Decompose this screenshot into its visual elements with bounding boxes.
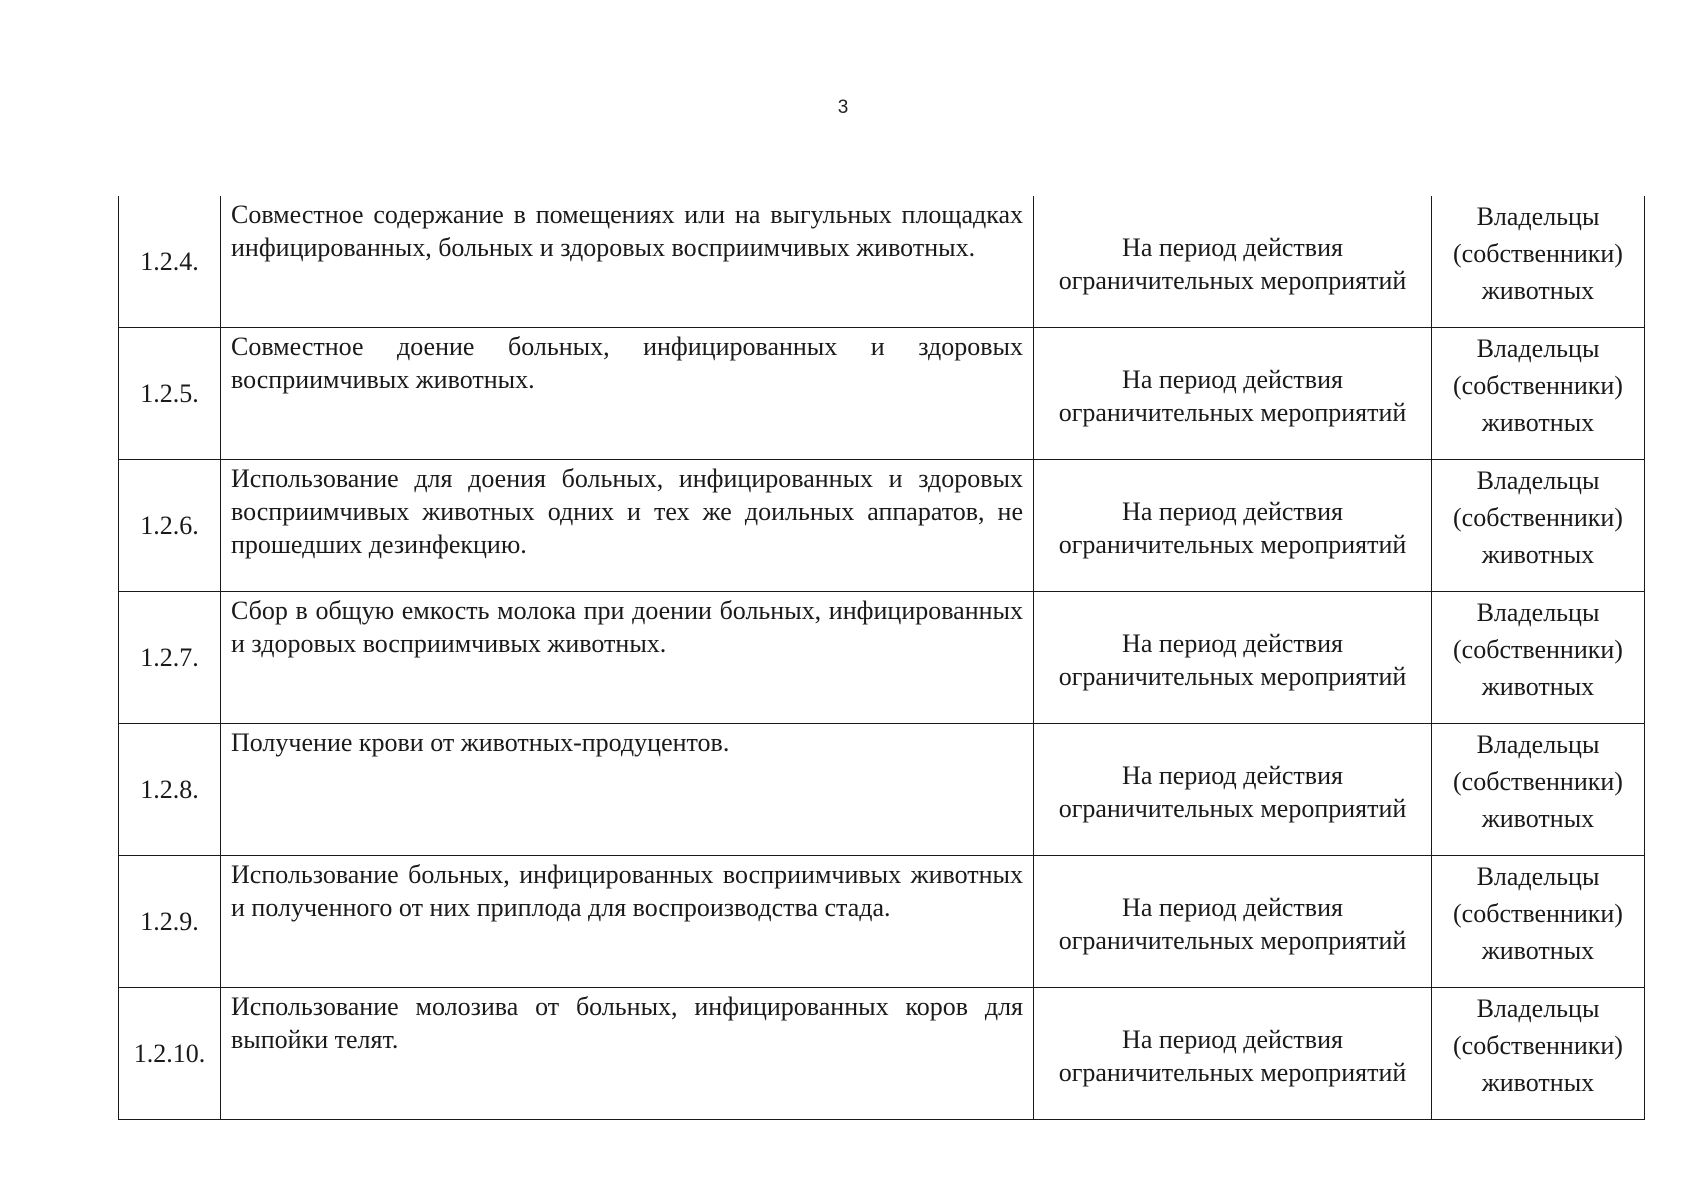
- responsible-line: (собственники): [1453, 1031, 1623, 1060]
- period-line: На период действия: [1122, 1024, 1343, 1054]
- responsible-line: Владельцы: [1476, 334, 1600, 363]
- item-description: Сбор в общую емкость молока при доении больных, инфицированных и здоровых восприимчивых животных.: [231, 596, 1023, 658]
- item-number: 1.2.10.: [133, 1038, 206, 1068]
- table-row: [119, 196, 1645, 328]
- responsible-cell: [1432, 328, 1645, 460]
- item-number: 1.2.8.: [140, 774, 199, 804]
- description-cell: [221, 328, 1034, 460]
- table-row: [119, 724, 1645, 856]
- item-description: Совместное доение больных, инфицированных и здоровых восприимчивых животных.: [231, 332, 1023, 394]
- period-line: ограничительных мероприятий: [1058, 661, 1407, 691]
- responsible-line: Владельцы: [1476, 994, 1600, 1023]
- responsible-line: Владельцы: [1476, 466, 1600, 495]
- table-row: [119, 328, 1645, 460]
- responsible-cell: [1432, 724, 1645, 856]
- responsible-line: животных: [1481, 672, 1595, 701]
- responsible-line: (собственники): [1453, 371, 1623, 400]
- description-cell: [221, 988, 1034, 1120]
- responsible-line: Владельцы: [1476, 598, 1600, 627]
- period-cell: [1034, 460, 1432, 592]
- description-cell: [221, 724, 1034, 856]
- item-number: 1.2.7.: [140, 642, 199, 672]
- responsible-cell: [1432, 988, 1645, 1120]
- period-line: ограничительных мероприятий: [1058, 397, 1407, 427]
- item-number-cell: [119, 460, 221, 592]
- page-number: 3: [837, 97, 849, 118]
- responsible-cell: [1432, 460, 1645, 592]
- period-cell: [1034, 592, 1432, 724]
- table-row: [119, 592, 1645, 724]
- measures-table: [118, 196, 1645, 1120]
- period-line: ограничительных мероприятий: [1058, 265, 1407, 295]
- responsible-cell: [1432, 196, 1645, 328]
- table-row: [119, 856, 1645, 988]
- item-number-cell: [119, 988, 221, 1120]
- responsible-cell: [1432, 592, 1645, 724]
- responsible-line: Владельцы: [1476, 202, 1600, 231]
- period-line: ограничительных мероприятий: [1058, 925, 1407, 955]
- item-description: Использование больных, инфицированных восприимчивых животных и полученного от них приплода для воспроизводства стада.: [231, 860, 1023, 922]
- responsible-line: (собственники): [1453, 503, 1623, 532]
- responsible-line: (собственники): [1453, 239, 1623, 268]
- item-number: 1.2.9.: [140, 906, 199, 936]
- period-line: На период действия: [1122, 364, 1343, 394]
- description-cell: [221, 592, 1034, 724]
- item-number-cell: [119, 856, 221, 988]
- period-cell: [1034, 724, 1432, 856]
- period-line: ограничительных мероприятий: [1058, 793, 1407, 823]
- period-line: ограничительных мероприятий: [1058, 1057, 1407, 1087]
- period-cell: [1034, 328, 1432, 460]
- item-number-cell: [119, 328, 221, 460]
- description-cell: [221, 196, 1034, 328]
- responsible-line: (собственники): [1453, 899, 1623, 928]
- item-number: 1.2.6.: [140, 510, 199, 540]
- period-line: На период действия: [1122, 892, 1343, 922]
- responsible-line: животных: [1481, 804, 1595, 833]
- period-line: ограничительных мероприятий: [1058, 529, 1407, 559]
- responsible-line: животных: [1481, 276, 1595, 305]
- period-cell: [1034, 856, 1432, 988]
- table-row: [119, 988, 1645, 1120]
- responsible-line: (собственники): [1453, 767, 1623, 796]
- responsible-line: Владельцы: [1476, 730, 1600, 759]
- period-line: На период действия: [1122, 628, 1343, 658]
- item-description: Получение крови от животных-продуцентов.: [231, 728, 730, 757]
- responsible-cell: [1432, 856, 1645, 988]
- responsible-line: животных: [1481, 408, 1595, 437]
- item-description: Совместное содержание в помещениях или на выгульных площадках инфицированных, больных и здоровых восприимчивых животных.: [231, 200, 1023, 262]
- period-line: На период действия: [1122, 232, 1343, 262]
- responsible-line: животных: [1481, 1068, 1595, 1097]
- responsible-line: Владельцы: [1476, 862, 1600, 891]
- item-number: 1.2.5.: [140, 378, 199, 408]
- description-cell: [221, 856, 1034, 988]
- responsible-line: (собственники): [1453, 635, 1623, 664]
- period-line: На период действия: [1122, 760, 1343, 790]
- responsible-line: животных: [1481, 540, 1595, 569]
- item-description: Использование для доения больных, инфицированных и здоровых восприимчивых животных одних и тех же доильных аппаратов, не прошедших дезинфекцию.: [231, 464, 1023, 559]
- item-description: Использование молозива от больных, инфицированных коров для выпойки телят.: [231, 992, 1023, 1054]
- responsible-line: животных: [1481, 936, 1595, 965]
- description-cell: [221, 460, 1034, 592]
- item-number: 1.2.4.: [140, 246, 199, 276]
- item-number-cell: [119, 592, 221, 724]
- period-line: На период действия: [1122, 496, 1343, 526]
- table-row: [119, 460, 1645, 592]
- period-cell: [1034, 988, 1432, 1120]
- period-cell: [1034, 196, 1432, 328]
- item-number-cell: [119, 724, 221, 856]
- item-number-cell: [119, 196, 221, 328]
